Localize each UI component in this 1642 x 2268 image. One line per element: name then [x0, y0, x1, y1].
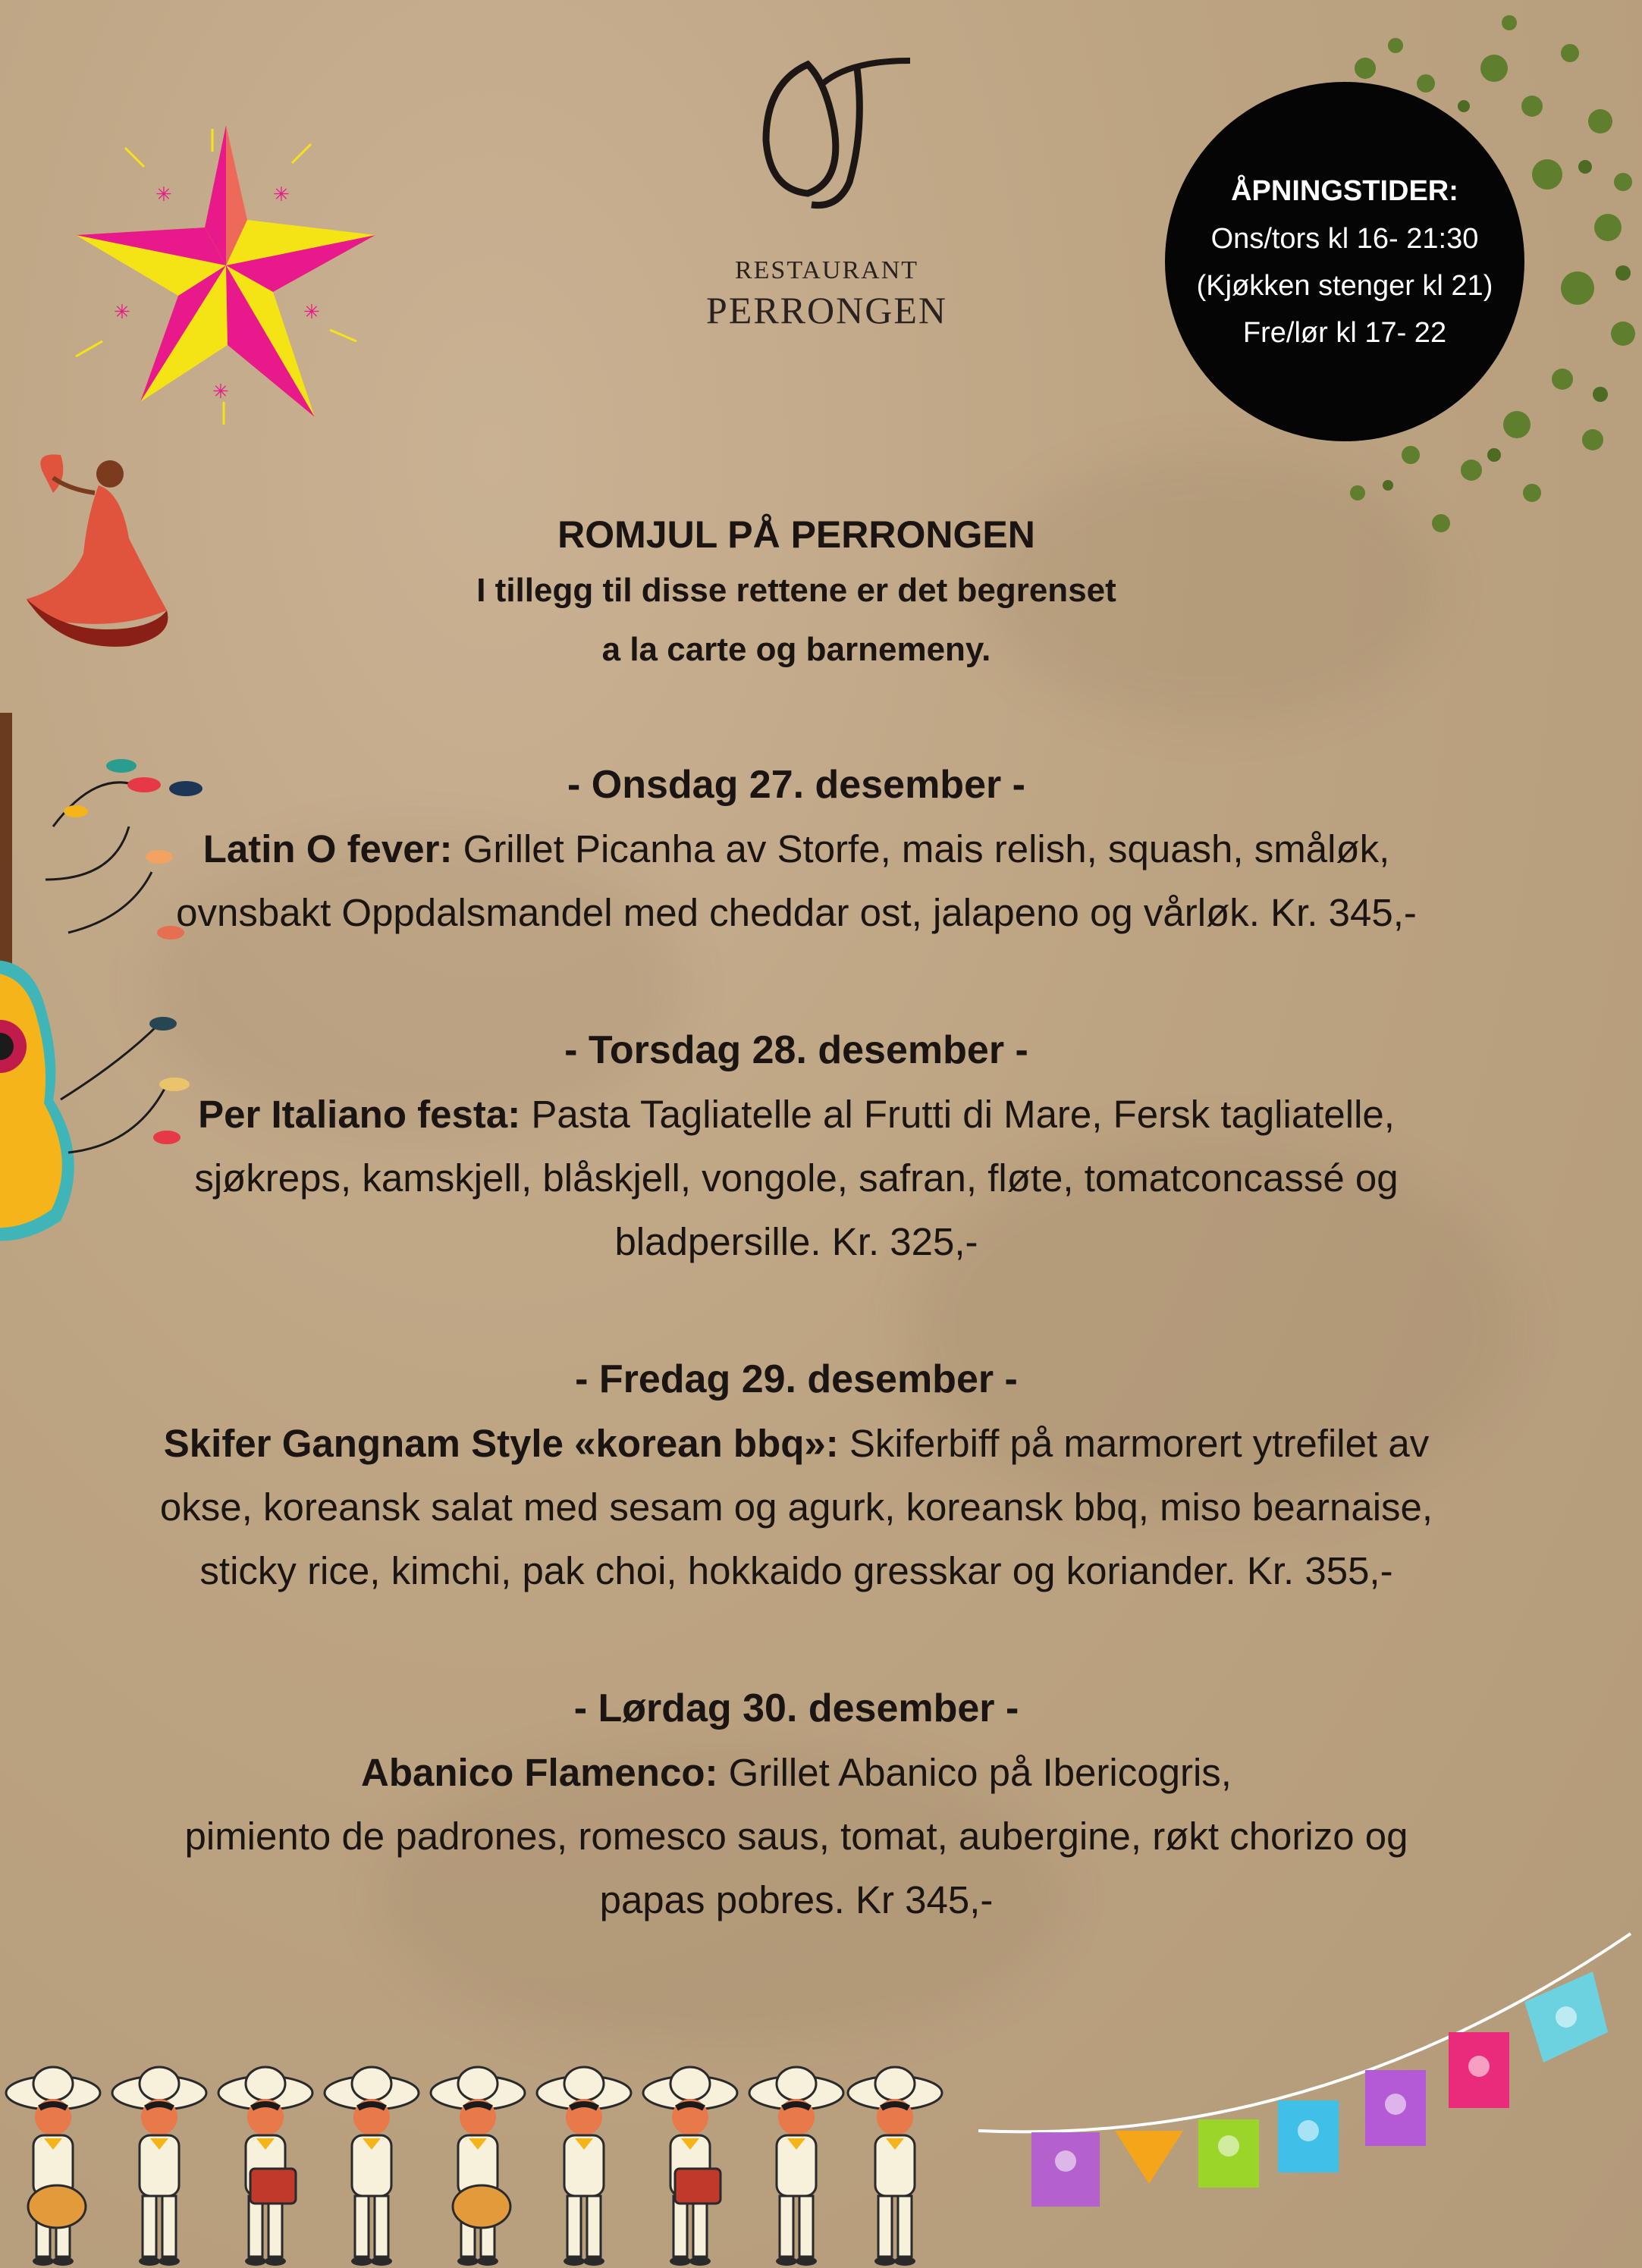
dish-name: Skifer Gangnam Style «korean bbq»: [163, 1422, 839, 1465]
monogram-icon [736, 53, 918, 212]
dish-line: okse, koreansk salat med sesam og agurk, koreansk bbq, miso bearnaise, [159, 1485, 1433, 1529]
dish-line [76, 1412, 1517, 1476]
dish-description: Grillet Picanha av Storfe, mais relish, squash, småløk, [452, 827, 1390, 870]
day-section [76, 1018, 1517, 1274]
dish-name: Per Italiano festa: [198, 1093, 521, 1136]
day-heading: - Onsdag 27. desember - [567, 763, 1025, 807]
day-section [76, 752, 1517, 945]
dish-description: Pasta Tagliatelle al Frutti di Mare, Fersk tagliatelle, [520, 1093, 1395, 1136]
logo-subtitle: RESTAURANT [734, 256, 919, 284]
dish-line: sticky rice, kimchi, pak choi, hokkaido gresskar og koriander. Kr. 355,- [199, 1549, 1393, 1592]
svg-text:✳: ✳ [273, 184, 290, 206]
day-heading: - Torsdag 28. desember - [564, 1028, 1028, 1072]
dish-description: Grillet Abanico på Ibericogris, [717, 1751, 1232, 1794]
intro-line: I tillegg til disse rettene er det begrenset [476, 572, 1116, 609]
restaurant-logo [683, 53, 971, 332]
svg-text:✳: ✳ [114, 301, 130, 324]
dish-line [76, 817, 1517, 881]
svg-text:✳: ✳ [155, 184, 172, 206]
intro-line: a la carte og barnemeny. [601, 631, 991, 668]
dish-line: pimiento de padrones, romesco saus, tomat, aubergine, røkt chorizo og [184, 1815, 1408, 1858]
star-icon [53, 114, 387, 447]
day-section [76, 1347, 1517, 1603]
svg-text:✳: ✳ [303, 301, 320, 324]
logo-name: PERRONGEN [705, 289, 948, 331]
opening-hours-line: Ons/tors kl 16- 21:30 [1210, 223, 1479, 255]
dish-description: Skiferbiff på marmorert ytrefilet av [838, 1422, 1430, 1465]
dish-line [76, 1083, 1517, 1147]
opening-hours-line: (Kjøkken stenger kl 21) [1196, 270, 1493, 302]
dish-name: Abanico Flamenco: [361, 1751, 718, 1794]
opening-hours-line: Fre/lør kl 17- 22 [1242, 317, 1447, 349]
day-section [76, 1676, 1517, 1932]
dish-line: papas pobres. Kr 345,- [599, 1878, 994, 1921]
opening-hours-title: ÅPNINGSTIDER: [1231, 175, 1458, 207]
dish-name: Latin O fever: [203, 827, 453, 870]
dish-line: ovnsbakt Oppdalsmandel med cheddar ost, jalapeno og vårløk. Kr. 345,- [176, 891, 1417, 934]
menu-content [76, 508, 1517, 1932]
dish-line: sjøkreps, kamskjell, blåskjell, vongole, safran, fløte, tomatconcassé og [194, 1156, 1399, 1200]
day-heading: - Fredag 29. desember - [575, 1357, 1018, 1401]
svg-text:✳: ✳ [212, 381, 229, 403]
papel-picado-bunting-icon [978, 1918, 1642, 2207]
opening-hours-badge [1165, 82, 1524, 441]
mariachi-band-icon [0, 2047, 963, 2268]
day-heading: - Lørdag 30. desember - [573, 1686, 1019, 1730]
dish-line [76, 1741, 1517, 1805]
dish-line: bladpersille. Kr. 325,- [614, 1220, 978, 1263]
menu-title: ROMJUL PÅ PERRONGEN [557, 513, 1035, 556]
